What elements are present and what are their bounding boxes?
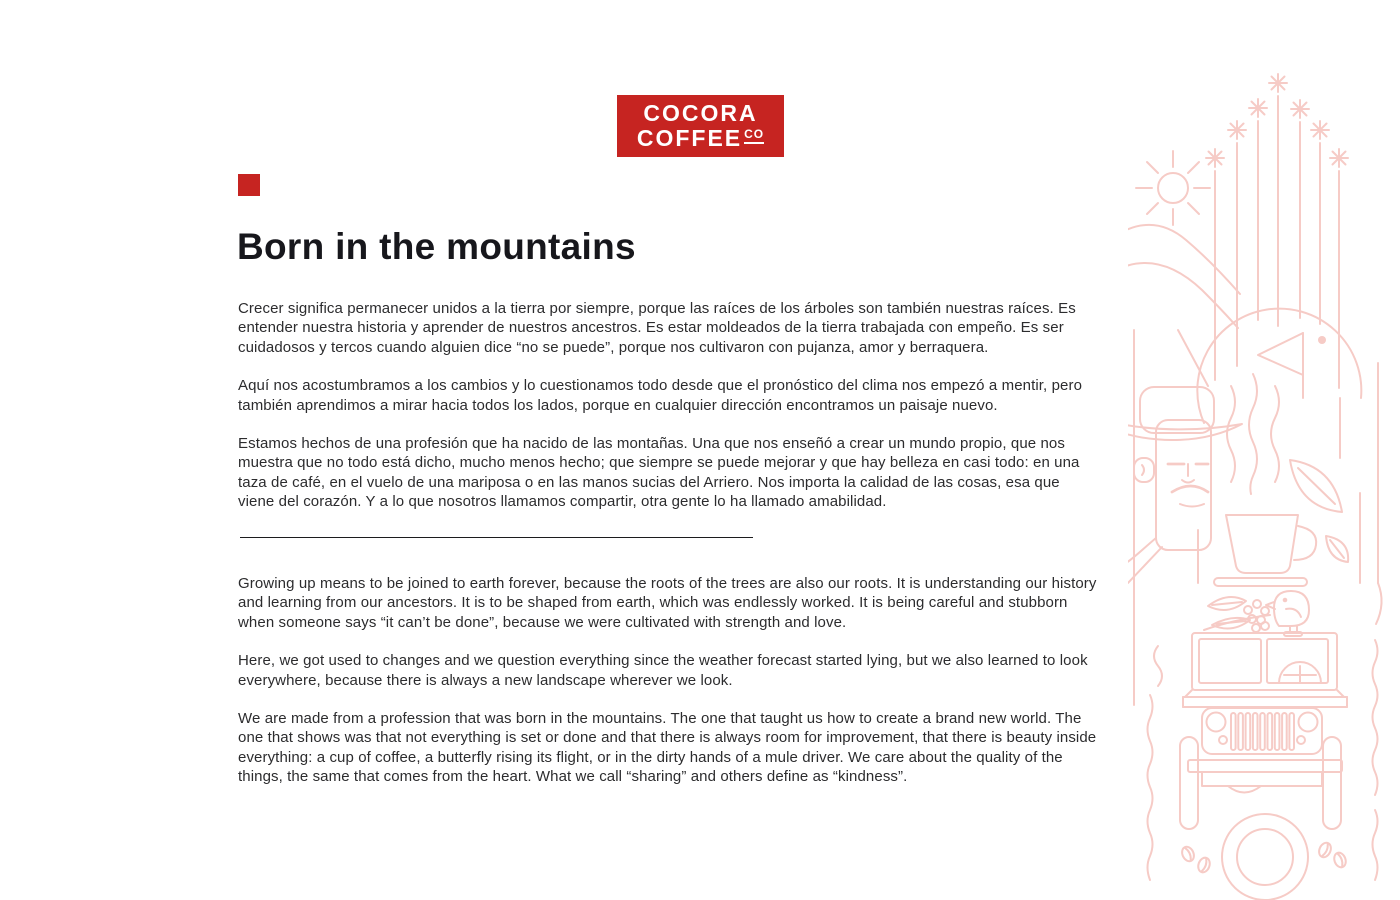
small-bird: [1266, 591, 1309, 636]
paragraph-es-3: Estamos hechos de una profesión que ha nacido de las montañas. Una que nos enseñó a crear un mundo propio, que nos muestra que no todo está dicho, mucho menos hecho; que siempre se puede mejorar y que hay belleza en casi todo: en una taza de café, en el vuelo de una mariposa o en las manos sucias del Arriero. Nos importa la calidad de las cosas, esa que viene del corazón. Y a lo que nosotros llamamos compartir, otra gente lo ha llamado amabilidad.: [238, 435, 1080, 511]
spare-tire: [1222, 814, 1308, 900]
logo-co-superscript: CO: [744, 128, 764, 144]
section-divider: [240, 537, 753, 538]
logo-line1: COCORA: [643, 100, 758, 126]
coffee-beans: [1180, 841, 1348, 874]
toucan-bird: [1197, 309, 1381, 624]
red-square-accent: [238, 174, 260, 196]
paragraph-es-1: Crecer significa permanecer unidos a la tierra por siempre, porque las raíces de los árboles son también nuestras raíces. Es entender nuestra historia y aprender de nuestros ancestros. Es estar moldeados de la tierra trabajada con empeño. Es ser cuidadosos y tercos cuando alguien dice “no se puede”, porque nos cultivaron con pujanza, amor y berraquera.: [238, 300, 1076, 356]
coffee-line-illustration: [1128, 68, 1400, 900]
coffee-steam: [1227, 374, 1279, 494]
sun-icon: [1136, 151, 1210, 225]
paragraph-es-2: Aquí nos acostumbramos a los cambios y lo cuestionamos todo desde que el pronóstico del clima nos empezó a mentir, pero también aprendimos a mirar hacia todos los lados, porque en cualquier dirección encontramos un paisaje nuevo.: [238, 377, 1083, 414]
coffee-branch-berries: [1204, 597, 1270, 632]
paragraph-en-3: We are made from a profession that was born in the mountains. The one that taught us how to create a brand new world. The one that shows was that not everything is set or done and that there is always room for improvement, that there is beauty inside everything: a cup of coffee, a butterfly rising its flight, or in the dirty hands of a mule driver. We care about the quality of the things, the same that comes from the heart. What we call “sharing” and others define as “kindness”.: [238, 710, 1097, 786]
paragraph-en-2: Here, we got used to changes and we question everything since the weather forecast started lying, but we also learned to look everywhere, because there is always a new landscape wherever we look.: [238, 652, 1088, 689]
spanish-copy: [238, 299, 1100, 512]
logo-line2: COFFEE: [636, 125, 743, 151]
paragraph-en-1: Growing up means to be joined to earth forever, because the roots of the trees are also our roots. It is understanding our history and learning from our ancestors. It is to be shaped from earth, which was endlessly worked. It is being careful and stubborn when someone says “it can’t be done”, because we were cultivated with strength and love.: [238, 575, 1097, 631]
willys-jeep: [1180, 633, 1347, 900]
wax-palm-stars: [1206, 74, 1348, 388]
cocora-logo[interactable]: [617, 95, 784, 157]
coffee-cup: [1214, 515, 1316, 586]
page-title: Born in the mountains: [237, 226, 636, 267]
english-copy: [238, 574, 1100, 787]
arriero-portrait: [1128, 387, 1242, 583]
coffee-leaves: [1290, 460, 1348, 562]
